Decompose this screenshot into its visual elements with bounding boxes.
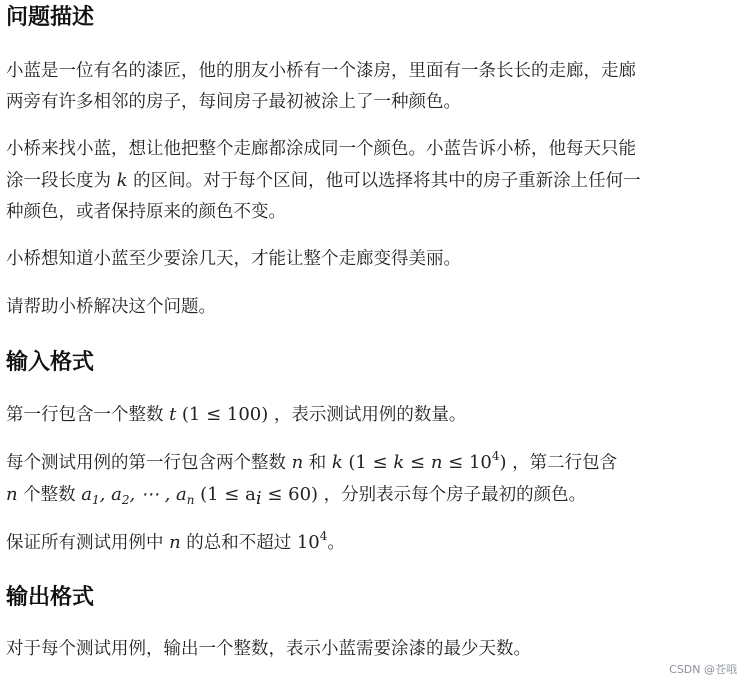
math-text: , ⋯ , a bbox=[129, 484, 187, 505]
csdn-watermark: CSDN @苍哦 bbox=[669, 663, 737, 676]
input-q1-a: 第一行包含一个整数 bbox=[6, 405, 164, 425]
input-q2 bbox=[6, 447, 739, 511]
input-q2-line2-b: ，分别表示每个房子最初的颜色。 bbox=[323, 485, 587, 505]
input-q3-b: 的总和不超过 bbox=[186, 533, 292, 553]
desc-p4: 请帮助小桥解决这个问题。 bbox=[6, 297, 216, 317]
math-subscript: n bbox=[186, 493, 195, 507]
output-r1: 对于每个测试用例，输出一个整数，表示小蓝需要涂漆的最少天数。 bbox=[6, 639, 531, 659]
math-k: k bbox=[116, 170, 128, 191]
desc-p2-line2-a: 涂一段长度为 bbox=[6, 171, 111, 191]
math-subscript: 2 bbox=[121, 493, 130, 507]
math-text: a bbox=[81, 484, 92, 505]
math-text: ) bbox=[499, 452, 507, 473]
input-q3-a: 保证所有测试用例中 bbox=[6, 533, 164, 553]
math-t-range: (1 ≤ 100) bbox=[181, 404, 269, 425]
math-text: , a bbox=[99, 484, 122, 505]
input-q2-b: ，第二行包含 bbox=[512, 453, 618, 473]
math-n: n bbox=[430, 452, 443, 473]
math-k: k bbox=[393, 452, 405, 473]
math-n: n bbox=[169, 532, 181, 553]
input-q2-and: 和 bbox=[308, 453, 327, 473]
math-subscript: 1 bbox=[91, 493, 100, 507]
math-power bbox=[296, 529, 328, 553]
desc-p2-line1: 小桥来找小蓝，想让他把整个走廊都涂成同一个颜色。小蓝告诉小桥，他每天只能 bbox=[6, 139, 636, 159]
math-sequence bbox=[81, 484, 194, 505]
problem-statement bbox=[6, 0, 739, 665]
desc-p1-line2: 两旁有许多相邻的房子，每间房子最初被涂上了一种颜色。 bbox=[6, 92, 461, 112]
math-text: 10 bbox=[296, 532, 320, 553]
math-n: n bbox=[291, 452, 304, 473]
desc-p1 bbox=[6, 56, 739, 118]
math-text: (1 ≤ bbox=[348, 452, 388, 473]
math-text: ≤ 10 bbox=[448, 452, 492, 473]
desc-p3: 小桥想知道小蓝至少要涂几天，才能让整个走廊变得美丽。 bbox=[6, 249, 461, 269]
math-t: t bbox=[169, 404, 177, 425]
input-q2-a: 每个测试用例的第一行包含两个整数 bbox=[6, 453, 286, 473]
input-q3 bbox=[6, 527, 739, 559]
math-exponent: 4 bbox=[491, 449, 500, 463]
math-nk-range bbox=[348, 449, 507, 473]
math-text: ≤ 60) bbox=[267, 484, 319, 505]
heading-output: 输出格式 bbox=[6, 585, 95, 610]
desc-p2-line3: 种颜色，或者保持原来的颜色不变。 bbox=[6, 202, 286, 222]
input-q1-b: ，表示测试用例的数量。 bbox=[273, 405, 467, 425]
input-q1 bbox=[6, 399, 739, 431]
math-ai-range bbox=[200, 484, 319, 509]
desc-p1-line1: 小蓝是一位有名的漆匠，他的朋友小桥有一个漆房，里面有一条长长的走廊，走廊 bbox=[6, 61, 636, 81]
math-text: ≤ bbox=[410, 452, 426, 473]
math-subscript: i bbox=[255, 488, 262, 509]
heading-input: 输入格式 bbox=[6, 350, 95, 375]
desc-p2 bbox=[6, 134, 739, 228]
math-exponent: 4 bbox=[319, 529, 328, 543]
math-text: (1 ≤ a bbox=[200, 484, 256, 505]
input-q2-line2-a: 个整数 bbox=[23, 485, 76, 505]
desc-p2-line2-b: 的区间。对于每个区间，他可以选择将其中的房子重新涂上任何一 bbox=[133, 171, 641, 191]
math-k: k bbox=[331, 452, 343, 473]
heading-description: 问题描述 bbox=[6, 5, 95, 30]
math-n: n bbox=[6, 484, 18, 505]
input-q3-c: 。 bbox=[327, 533, 345, 553]
